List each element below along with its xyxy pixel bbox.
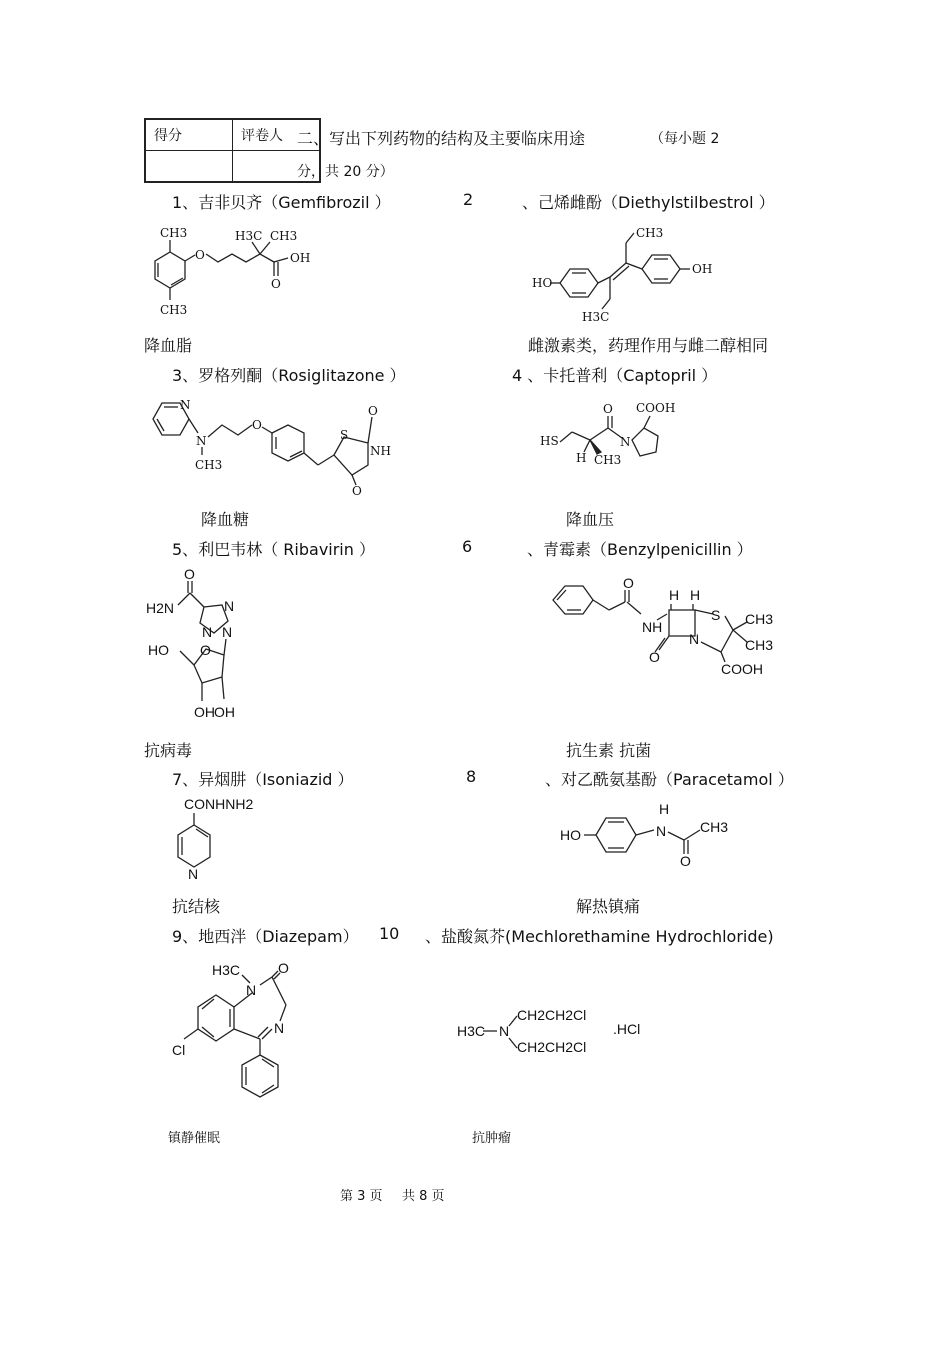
svg-text:HO: HO xyxy=(148,642,169,658)
drug-2-heading: 、己烯雌酚（Diethylstilbestrol ） xyxy=(522,193,775,212)
svg-text:CH3: CH3 xyxy=(160,303,188,317)
diazepam-structure xyxy=(168,955,308,1110)
paracetamol-structure xyxy=(560,800,750,870)
drug-1-heading: 1、吉非贝齐（Gemfibrozil ） xyxy=(172,193,391,212)
svg-text:N: N xyxy=(689,631,700,647)
svg-text:H: H xyxy=(659,801,670,817)
svg-text:H: H xyxy=(669,587,680,603)
diethylstilbestrol-structure xyxy=(530,225,730,325)
svg-text:H: H xyxy=(690,587,701,603)
svg-text:OH: OH xyxy=(692,262,713,276)
svg-text:CH3: CH3 xyxy=(160,226,188,240)
svg-text:COOH: COOH xyxy=(721,661,763,677)
drug-9-heading: 9、地西泮（Diazepam） xyxy=(172,927,359,946)
drug-9-use: 镇静催眠 xyxy=(168,1131,221,1146)
drug-6-number: 6 xyxy=(462,537,473,556)
svg-text:H3C: H3C xyxy=(212,962,241,978)
svg-text:.HCl: .HCl xyxy=(613,1021,641,1037)
svg-text:O: O xyxy=(680,853,691,869)
svg-text:O: O xyxy=(352,484,362,498)
drug-8-number: 8 xyxy=(466,767,477,786)
grader-label: 评卷人 xyxy=(233,119,321,151)
svg-text:N: N xyxy=(274,1020,285,1036)
score-label: 得分 xyxy=(145,119,233,151)
svg-text:O: O xyxy=(271,277,281,291)
svg-text:Cl: Cl xyxy=(172,1042,186,1058)
drug-7-heading: 7、异烟肼（Isoniazid ） xyxy=(172,770,354,789)
svg-text:CH3: CH3 xyxy=(594,453,622,467)
svg-text:H: H xyxy=(576,451,587,465)
drug-3-heading: 3、罗格列酮（Rosiglitazone ） xyxy=(172,366,406,385)
svg-text:N: N xyxy=(656,823,667,839)
svg-text:CONHNH2: CONHNH2 xyxy=(184,796,254,812)
drug-10-use: 抗肿瘤 xyxy=(472,1131,512,1146)
svg-text:O: O xyxy=(368,404,378,418)
svg-text:CH3: CH3 xyxy=(745,611,774,627)
svg-text:O: O xyxy=(200,642,211,658)
svg-text:O: O xyxy=(278,960,289,976)
drug-8-use: 解热镇痛 xyxy=(576,897,641,916)
svg-text:O: O xyxy=(252,418,262,432)
svg-text:CH3: CH3 xyxy=(270,229,298,243)
drug-5-use: 抗病毒 xyxy=(144,741,193,760)
drug-7-use: 抗结核 xyxy=(172,897,221,916)
svg-text:HO: HO xyxy=(560,827,581,843)
svg-text:N: N xyxy=(224,598,235,614)
svg-text:S: S xyxy=(711,607,721,623)
svg-text:CH3: CH3 xyxy=(745,637,774,653)
page-number: 第 3 页 xyxy=(340,1189,383,1204)
mechlorethamine-structure xyxy=(455,1000,655,1065)
section-points-a: （每小题 2 xyxy=(650,131,720,147)
svg-text:N: N xyxy=(188,866,199,882)
score-input-cell[interactable] xyxy=(145,151,233,183)
svg-text:OH: OH xyxy=(214,704,235,720)
drug-5-heading: 5、利巴韦林（ Ribavirin ） xyxy=(172,540,375,559)
score-box xyxy=(144,118,321,183)
drug-8-heading: 、对乙酰氨基酚（Paracetamol ） xyxy=(545,770,794,789)
svg-text:N: N xyxy=(222,624,233,640)
svg-text:O: O xyxy=(184,566,195,582)
svg-text:COOH: COOH xyxy=(636,401,676,415)
drug-1-use: 降血脂 xyxy=(144,336,193,355)
gemfibrozil-structure xyxy=(140,222,340,327)
svg-text:H3C: H3C xyxy=(582,310,610,324)
svg-text:NH: NH xyxy=(370,444,391,458)
drug-2-use: 雌激素类，药理作用与雌二醇相同 xyxy=(528,336,769,355)
svg-text:N: N xyxy=(180,398,191,412)
drug-10-number: 10 xyxy=(379,924,400,943)
drug-10-heading: 、盐酸氮芥(Mechlorethamine Hydrochloride) xyxy=(425,927,774,946)
svg-text:N: N xyxy=(246,982,257,998)
captopril-structure xyxy=(540,400,700,475)
svg-text:H3C: H3C xyxy=(457,1023,486,1039)
svg-text:H3C: H3C xyxy=(235,229,263,243)
drug-6-use: 抗生素 抗菌 xyxy=(566,741,652,760)
ribavirin-structure xyxy=(140,565,280,725)
svg-text:H2N: H2N xyxy=(146,600,175,616)
page-total: 共 8 页 xyxy=(402,1189,445,1204)
svg-text:N: N xyxy=(202,624,213,640)
svg-text:CH2CH2Cl: CH2CH2Cl xyxy=(517,1007,587,1023)
svg-text:O: O xyxy=(603,402,613,416)
svg-text:HS: HS xyxy=(540,434,559,448)
isoniazid-structure xyxy=(168,795,288,885)
drug-2-number: 2 xyxy=(463,190,474,209)
svg-text:N: N xyxy=(196,434,207,448)
benzylpenicillin-structure xyxy=(545,575,785,680)
svg-text:N: N xyxy=(499,1023,510,1039)
svg-text:NH: NH xyxy=(642,619,663,635)
svg-text:N: N xyxy=(620,435,631,449)
svg-text:O: O xyxy=(623,575,634,591)
drug-3-use: 降血糖 xyxy=(201,510,250,529)
svg-text:CH3: CH3 xyxy=(700,819,729,835)
rosiglitazone-structure xyxy=(140,395,400,500)
svg-text:OH: OH xyxy=(194,704,215,720)
svg-text:CH2CH2Cl: CH2CH2Cl xyxy=(517,1039,587,1055)
svg-text:CH3: CH3 xyxy=(195,458,223,472)
svg-text:OH: OH xyxy=(290,251,311,265)
section-points-b: 分，共 20 分） xyxy=(297,164,394,180)
drug-4-heading: 4 、卡托普利（Captopril ） xyxy=(512,366,718,385)
section-title: 二、写出下列药物的结构及主要临床用途 xyxy=(297,129,586,148)
svg-text:O: O xyxy=(195,248,205,262)
svg-text:S: S xyxy=(340,428,349,442)
drug-4-use: 降血压 xyxy=(566,510,615,529)
svg-text:CH3: CH3 xyxy=(636,226,664,240)
drug-6-heading: 、青霉素（Benzylpenicillin ） xyxy=(527,540,753,559)
svg-text:O: O xyxy=(649,649,660,665)
svg-text:HO: HO xyxy=(532,276,553,290)
